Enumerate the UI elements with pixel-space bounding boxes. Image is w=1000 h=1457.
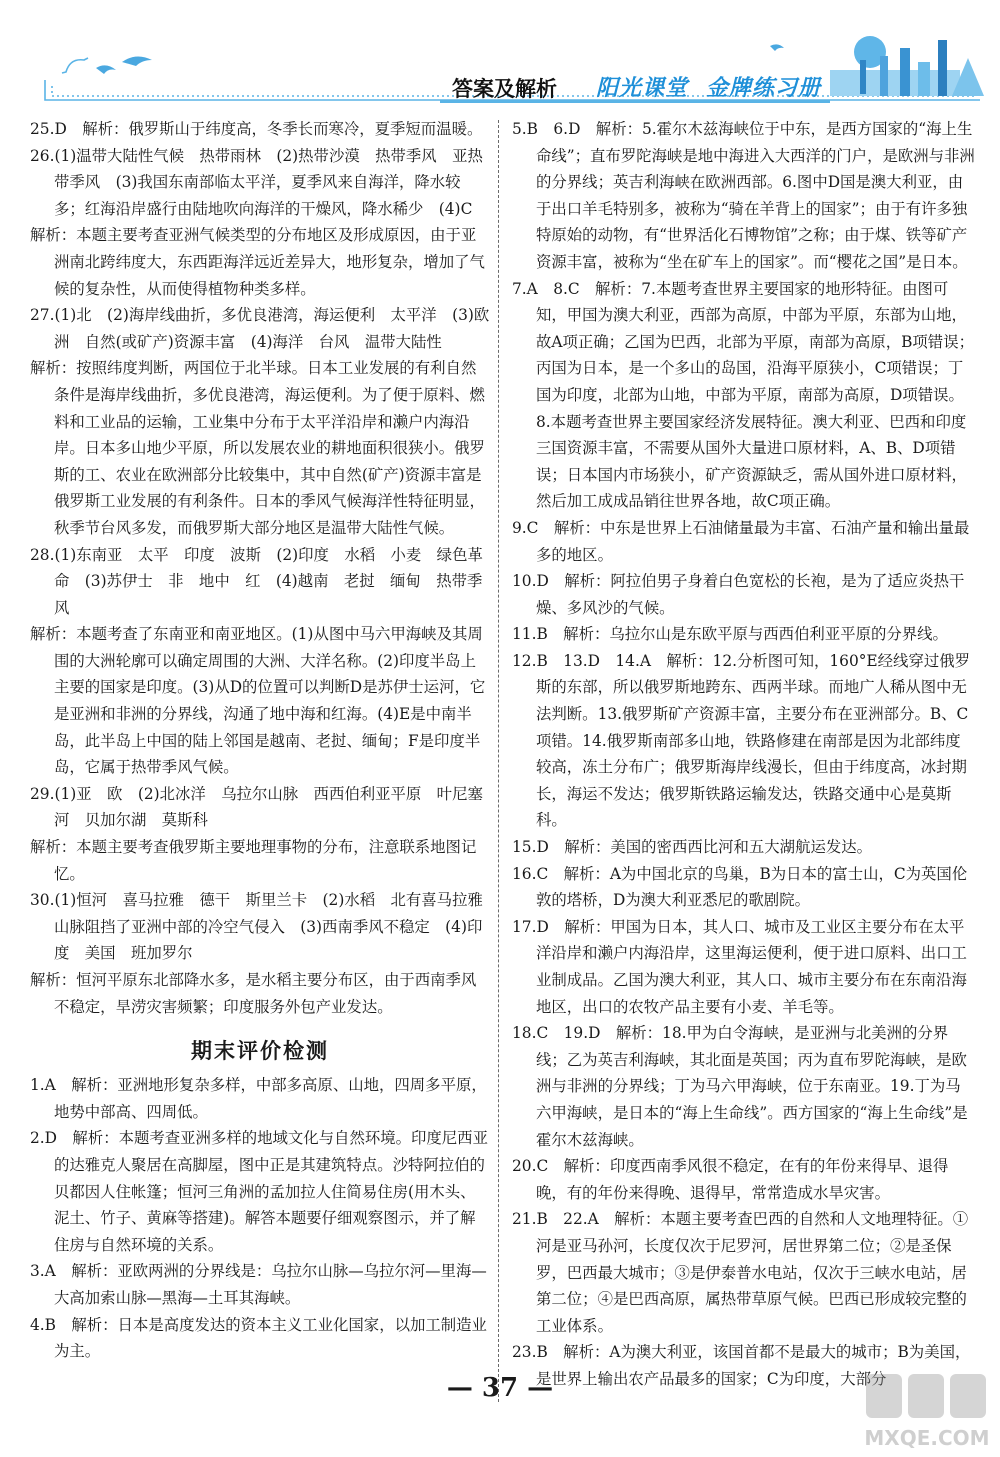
- answer-entry: 28.(1)东南亚 太平 印度 波斯 (2)印度 水稻 小麦 绿色革命 (3)苏伊士 非 地中 红 (4)越南 老挝 缅甸 热带季风: [30, 545, 483, 617]
- answer-entry: 11.B 解析：乌拉尔山是东欧平原与西西伯利亚平原的分界线。: [512, 625, 948, 644]
- answer-entry: 9.C 解析：中东是世界上石油储量最为丰富、石油产量和输出量最多的地区。: [512, 518, 970, 564]
- answer-entry: 解析：按照纬度判断，两国位于北半球。日本工业发展的有利自然条件是海岸线曲折，多优良港湾，海运便利。为了便于原料、燃料和工业品的运输，工业集中分布于太平洋沿岸和濑户内海沿岸。日本多山地少平原，所以发展农业的耕地面积很狭小。俄罗斯的工、农业在欧洲部分比较集中，其中自然(矿产)资源丰富是俄罗斯工业发展的有利条件。日本的季风气候海洋性特征明显，秋季节台风多发，而俄罗斯大部分地区是温带大陆性气候。: [30, 359, 485, 537]
- answer-entry: 解析：本题考查了东南亚和南亚地区。(1)从图中马六甲海峡及其周围的大洲轮廓可以确定周围的大洲、大洋名称。(2)印度半岛上主要的国家是印度。(3)从D的位置可以判断D是苏伊士运河，它是亚洲和非洲的分界线，沟通了地中海和红海。(4)E是中南半岛，此半岛上中国的陆上邻国是越南、老挝、缅甸；F是印度半岛，它属于热带季风气候。: [30, 625, 486, 777]
- answer-entry: 30.(1)恒河 喜马拉雅 德干 斯里兰卡 (2)水稻 北有喜马拉雅山脉阻挡了亚洲中部的冷空气侵入 (3)西南季风不稳定 (4)印度 美国 班加罗尔: [30, 891, 483, 963]
- answer-entry: 5.B 6.D 解析：5.霍尔木兹海峡位于中东，是西方国家的“海上生命线”；直布罗陀海峡是地中海进入大西洋的门户，是欧洲与非洲的分界线；英吉利海峡在欧洲西部。6.图中D国是澳大利亚，由于出口羊毛特别多，被称为“骑在羊背上的国家”；由于有许多独特原始的动物，有“世界活化石博物馆”之称；由于煤、铁等矿产资源丰富，被称为“坐在矿车上的国家”。而“樱花之国”是日本。: [512, 120, 975, 271]
- answer-entry: 10.D 解析：阿拉伯男子身着白色宽松的长袍，是为了适应炎热干燥、多风沙的气候。: [512, 572, 965, 617]
- answer-entry: 18.C 19.D 解析：18.甲为白令海峡，是亚洲与北美洲的分界线；乙为英吉利海峡，其北面是英国；丙为直布罗陀海峡，是欧洲与非洲的分界线；丁为马六甲海峡，位于东南亚。19.丁为马六甲海峡，是日本的“海上生命线”。西方国家的“海上生命线”是霍尔木兹海峡。: [512, 1024, 968, 1149]
- answer-entry: 29.(1)亚 欧 (2)北冰洋 乌拉尔山脉 西西伯利亚平原 叶尼塞河 贝加尔湖 莫斯科: [30, 784, 483, 830]
- left-column: [30, 116, 490, 1365]
- answer-entry: 解析：本题主要考查俄罗斯主要地理事物的分布，注意联系地图记忆。: [30, 838, 477, 883]
- answer-entry: 7.A 8.C 解析：7.本题考查世界主要国家的地形特征。由图可知，甲国为澳大利亚，西部为高原，中部为平原，东部为山地，故A项正确；乙国为巴西，北部为平原，南部为高原，B项错误；丙国为日本，是一个多山的岛国，沿海平原狭小，C项错误；丁国为印度，北部为山地，中部为平原，南部为高原，D项错误。8.本题考查世界主要国家经济发展特征。澳大利亚、巴西和印度三国资源丰富，不需要从国外大量进口原材料，A、B、D项错误；日本国内市场狭小，矿产资源缺乏，需从国外进口原材料，然后加工成成品销往世界各地，故C项正确。: [512, 279, 974, 511]
- answer-entry: 4.B 解析：日本是高度发达的资本主义工业化国家，以加工制造业为主。: [30, 1315, 487, 1361]
- answer-entry: 26.(1)温带大陆性气候 热带雨林 (2)热带沙漠 热带季风 亚热带季风 (3)我国东南部临太平洋，夏季风来自海洋，降水较多；红海沿岸盛行由陆地吹向海洋的干燥风，降水稀少 (4)C: [30, 146, 483, 218]
- brand-name: [596, 71, 839, 102]
- column-divider: [498, 120, 499, 1402]
- section-heading: 期末评价检测: [191, 1039, 329, 1064]
- watermark: [862, 1368, 992, 1454]
- answer-entry: 25.D 解析：俄罗斯山于纬度高，冬季长而寒冷，夏季短而温暖。: [30, 120, 483, 138]
- page-number: — 37 —: [446, 1373, 554, 1403]
- brand-right: 金牌练习册: [706, 75, 822, 101]
- answer-entry: 12.B 13.D 14.A 解析：12.分析图可知，160°E经线穿过俄罗斯的东部，所以俄罗斯地跨东、西两半球。而地广人稀从图中无法判断。13.俄罗斯矿产资源丰富，主要分布在亚洲部分。B、C项错。14.俄罗斯南部多山地，铁路修建在南部是因为北部纬度较高，冻土分布广；俄罗斯海岸线漫长，但由于纬度高，冰封期长，海运不发达；俄罗斯铁路运输发达，铁路交通中心是莫斯科。: [512, 651, 971, 830]
- answer-entry: 20.C 解析：印度西南季风很不稳定，在有的年份来得早、退得晚，有的年份来得晚、退得早，常常造成水旱灾害。: [512, 1157, 949, 1202]
- answer-entry: 15.D 解析：美国的密西西比河和五大湖航运发达。: [512, 838, 873, 857]
- answer-entry: 3.A 解析：亚欧两洲的分界线是：乌拉尔山脉—乌拉尔河—里海—大高加索山脉—黑海—土耳其海峡。: [30, 1262, 487, 1307]
- answer-entry: 2.D 解析：本题考查亚洲多样的地域文化与自然环境。印度尼西亚的达雅克人聚居在高脚屋，图中正是其建筑特点。沙特阿拉伯的贝都因人住帐篷；恒河三角洲的孟加拉人住简易住房(用木头、泥土、竹子、黄麻等搭建)。解答本题要仔细观察图示，并了解住房与自然环境的关系。: [30, 1129, 488, 1254]
- watermark-text: MXQE.COM: [864, 1426, 990, 1450]
- scenery-icon: [830, 36, 984, 96]
- section-title: 答案及解析: [452, 77, 557, 101]
- answer-entry: 16.C 解析：A为中国北京的鸟巢，B为日本的富士山，C为英国伦敦的塔桥，D为澳大利亚悉尼的歌剧院。: [512, 864, 968, 910]
- brand-left: 阳光课堂: [596, 75, 689, 101]
- page-header: [0, 0, 1000, 112]
- answer-entry: 解析：本题主要考查亚洲气候类型的分布地区及形成原因，由于亚洲南北跨纬度大，东西距海洋远近差异大，地形复杂，增加了气候的复杂性，从而使得植物种类多样。: [30, 226, 485, 298]
- answer-entry: 17.D 解析：甲国为日本，其人口、城市及工业区主要分布在太平洋沿岸和濑户内海沿岸，这里海运便利，便于进口原料、出口工业制成品。乙国为澳大利亚，其人口、城市主要分布在东南沿海地区，出口的农牧产品主要有小麦、羊毛等。: [512, 917, 967, 1016]
- answer-entry: 23.B 解析：A为澳大利亚，该国首都不是最大的城市；B为美国，是世界上输出农产品最多的国家；C为印度，大部分: [512, 1343, 971, 1388]
- answer-entry: 1.A 解析：亚洲地形复杂多样，中部多高原、山地，四周多平原，地势中部高、四周低。: [30, 1076, 487, 1121]
- answer-entry: 解析：恒河平原东北部降水多，是水稻主要分布区，由于西南季风不稳定，旱涝灾害频繁；印度服务外包产业发达。: [30, 971, 477, 1016]
- flying-bird-icon: [96, 44, 784, 74]
- watermark-logo-icon: [862, 1368, 992, 1428]
- answer-entry: 21.B 22.A 解析：本题主要考查巴西的自然和人文地理特征。①河是亚马孙河，长度仅次于尼罗河，居世界第二位；②是圣保罗，巴西最大城市；③是伊泰普水电站，仅次于三峡水电站，居第二位；④是巴西高原，属热带草原气候。巴西已形成较完整的工业体系。: [512, 1210, 969, 1335]
- answer-entry: 27.(1)北 (2)海岸线曲折，多优良港湾，海运便利 太平洋 (3)欧洲 自然(或矿产)资源丰富 (4)海洋 台风 温带大陆性: [30, 306, 490, 351]
- right-column: [512, 116, 976, 1393]
